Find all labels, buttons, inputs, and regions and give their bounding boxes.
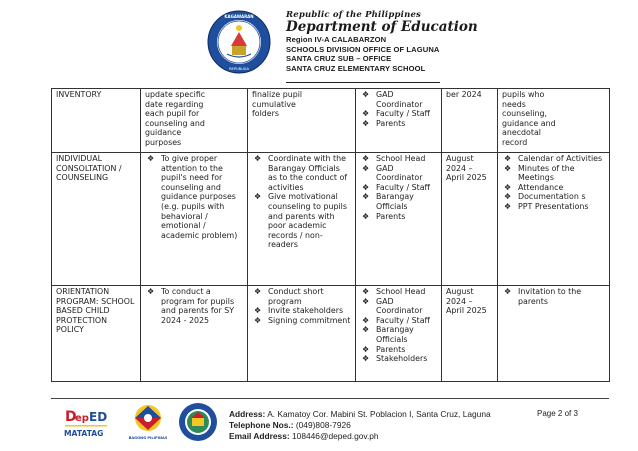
deped-seal-logo: [207, 10, 271, 74]
text-line: anecdotal: [502, 128, 541, 138]
bullet-item: ❖ GAD Coordinator: [360, 90, 437, 109]
bullet-item: ❖ Faculty / Staff: [360, 109, 437, 119]
text-line: each pupil for: [145, 109, 200, 119]
table-cell-time: August 2024 – April 2025: [442, 153, 498, 286]
svg-text:KAGAWARAN: KAGAWARAN: [224, 14, 254, 19]
svg-text:D: D: [65, 409, 77, 425]
bullet-item: ❖ Faculty / Staff: [360, 316, 437, 326]
table-cell-outputs: [498, 153, 610, 286]
division-line: SCHOOLS DIVISION OFFICE OF LAGUNA: [286, 44, 440, 54]
text-line: needs: [502, 99, 526, 109]
footer-contact: [229, 409, 491, 442]
table-row: [52, 286, 610, 382]
address-line: [229, 409, 491, 420]
telephone-value: (049)808-7926: [295, 420, 351, 430]
bullet-item: ❖ Attendance: [502, 183, 605, 193]
table-cell-time: ber 2024: [442, 89, 498, 153]
letterhead: [0, 0, 638, 86]
telephone-label: Telephone Nos.:: [229, 420, 294, 430]
table-cell-objectives: [141, 153, 248, 286]
bullet-item: ❖ GAD Coordinator: [360, 164, 437, 183]
bullet-item: ❖ Give motivational counseling to pupils and parents with poor academic records / non-readers: [252, 192, 351, 250]
text-line: pupils who: [502, 90, 545, 99]
text-line: purposes: [145, 137, 182, 147]
bullet-item: ❖ Faculty / Staff: [360, 183, 437, 193]
table-cell-time: August 2024 – April 2025: [442, 286, 498, 382]
bullet-item: ❖ Conduct short program: [252, 287, 351, 306]
bullet-item: ❖ PPT Presentations: [502, 202, 605, 212]
bullet-item: ❖ School Head: [360, 154, 437, 164]
svg-text:BAGONG PILIPINAS: BAGONG PILIPINAS: [128, 436, 168, 440]
bullet-item: ❖ Barangay Officials: [360, 325, 437, 344]
bullet-item: ❖ Coordinate with the Barangay Officials as to the conduct of activities: [252, 154, 351, 192]
table-cell-objectives: [141, 286, 248, 382]
address-label: Address:: [229, 409, 266, 419]
table-row: [52, 89, 610, 153]
text-line: record: [502, 137, 528, 147]
svg-text:ep: ep: [75, 413, 89, 424]
bullet-item: ❖ Barangay Officials: [360, 192, 437, 211]
table-row: [52, 153, 610, 286]
table-cell-persons: [356, 153, 442, 286]
text-line: counseling and: [145, 118, 205, 128]
svg-text:REPUBLIKA: REPUBLIKA: [229, 67, 249, 71]
text-line: counseling,: [502, 109, 548, 119]
bullet-item: ❖ School Head: [360, 287, 437, 297]
bullet-item: ❖ Signing commitment: [252, 316, 351, 326]
table-cell-area: INDIVIDUAL CONSOLTATION / COUNSELING: [52, 153, 141, 286]
bullet-item: ❖ Calendar of Activities: [502, 154, 605, 164]
table-cell-area: ORIENTATION PROGRAM: SCHOOL BASED CHILD PROTECTION POLICY: [52, 286, 141, 382]
table-cell-activities: [248, 153, 356, 286]
table-cell-outputs: [498, 89, 610, 153]
table-cell-area: INVENTORY: [52, 89, 141, 153]
table-cell-persons: [356, 89, 442, 153]
bullet-item: ❖ Parents: [360, 212, 437, 222]
bullet-item: ❖ To conduct a program for pupils and parents for SY 2024 - 2025: [145, 287, 243, 325]
school-seal-logo: [178, 402, 218, 442]
bullet-item: ❖ Parents: [360, 119, 437, 129]
deped-matatag-logo: [62, 404, 110, 442]
svg-text:MATATAG: MATATAG: [64, 429, 104, 438]
svg-text:ED: ED: [89, 410, 108, 424]
department-title: Department of Education: [286, 19, 478, 35]
text-line: update specific: [145, 90, 206, 99]
bullet-item: ❖ Stakeholders: [360, 354, 437, 364]
email-line: [229, 431, 491, 442]
bullet-item: ❖ Documentation s: [502, 192, 605, 202]
table-cell-persons: [356, 286, 442, 382]
school-line: SANTA CRUZ ELEMENTARY SCHOOL: [286, 63, 426, 73]
page-number: Page 2 of 3: [537, 409, 578, 418]
republic-line: Republic of the Philippines: [286, 10, 422, 20]
table-cell-activities: [248, 89, 356, 153]
bagong-pilipinas-logo: [128, 402, 168, 442]
text-line: cumulative: [252, 99, 296, 109]
table-cell-activities: [248, 286, 356, 382]
bullet-item: ❖ To give proper attention to the pupil's need for counseling and guidance purposes (e.g. pupils with behavioral / emotional / academic problem): [145, 154, 243, 240]
sub-office-line: SANTA CRUZ SUB – OFFICE: [286, 54, 392, 64]
text-line: date regarding: [145, 99, 204, 109]
bullet-item: ❖ Invite stakeholders: [252, 306, 351, 316]
telephone-line: [229, 420, 491, 431]
bullet-item: ❖ Minutes of the Meetings: [502, 164, 605, 183]
program-table: [51, 88, 610, 382]
table-cell-outputs: [498, 286, 610, 382]
text-line: guidance: [145, 128, 182, 138]
text-line: folders: [252, 109, 280, 119]
address-value: A. Kamatoy Cor. Mabini St. Poblacion I, Santa Cruz, Laguna: [267, 409, 491, 419]
footer-divider: [51, 398, 609, 399]
email-label: Email Address:: [229, 431, 290, 441]
text-line: guidance and: [502, 118, 556, 128]
table-cell-objectives: [141, 89, 248, 153]
bullet-item: ❖ GAD Coordinator: [360, 297, 437, 316]
email-value: 108446@deped.gov.ph: [292, 431, 379, 441]
region-line: Region IV-A CALABARZON: [286, 35, 387, 44]
text-line: finalize pupil: [252, 90, 303, 99]
bullet-item: ❖ Parents: [360, 345, 437, 355]
bullet-item: ❖ Invitation to the parents: [502, 287, 605, 306]
header-divider: [286, 82, 440, 83]
